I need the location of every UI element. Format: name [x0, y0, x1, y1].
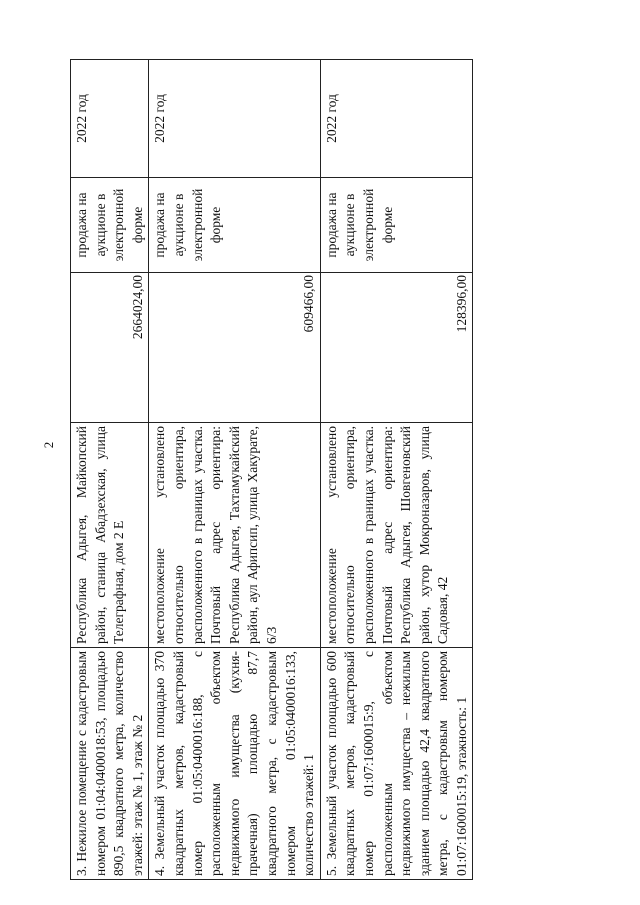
sale-method-cell: продажа на аукционе в электронной форме	[71, 178, 149, 273]
year-cell: 2022 год	[71, 60, 149, 178]
object-name-cell: 4. Земельный участок площадью 370 квадратных метров, кадастровый номер 01:05:0400016:188, с расположенным объектом недвижимого имущества (кухня-прачечная) площадью 87,7 квадратного метра, с кадастровым номером 01:05:0400016:133, количество этажей: 1	[149, 648, 320, 880]
price-cell: 609466,00	[149, 273, 320, 423]
page-number: 2	[41, 441, 56, 449]
object-name-cell: 5. Земельный участок площадью 600 квадратных метров, кадастровый номер 01:07:1600015:9, с расположенным объектом недвижимого имущества – нежилым зданием площадью 42,4 квадратного метра, с кадастровым номером 01:07:1600015:19, этажность: 1	[320, 648, 473, 880]
address-cell: местоположение установлено относительно ориентира, расположенного в границах участка. Почтовый адрес ориентира: Республика Адыгея, Тахтамукайский район, аул Афипсип, улица Хакурате, 6/3	[149, 423, 320, 648]
year-cell: 2022 год	[320, 60, 473, 178]
price-cell: 128396,00	[320, 273, 473, 423]
sale-method-cell: продажа на аукционе в электронной форме	[149, 178, 320, 273]
table-row	[71, 60, 149, 880]
year-cell: 2022 год	[149, 60, 320, 178]
price-cell: 2664024,00	[71, 273, 149, 423]
table-row	[149, 60, 320, 880]
property-table	[70, 59, 473, 880]
rotated-table-wrapper	[70, 60, 469, 880]
address-cell: местоположение установлено относительно ориентира, расположенного в границах участка. Почтовый адрес ориентира: Республика Адыгея, Шовгеновский район, хутор Мокроназаров, улица Садовая, 42	[320, 423, 473, 648]
object-name-cell: 3. Нежилое помещение с кадастровым номером 01:04:0400018:53, площадью 890,5 квадратного метра, количество этажей: этаж № 1, этаж № 2	[71, 648, 149, 880]
sale-method-cell: продажа на аукционе в электронной форме	[320, 178, 473, 273]
address-cell: Республика Адыгея, Майкопский район, станица Абадзехская, улица Телеграфная, дом 2 Е	[71, 423, 149, 648]
table-row	[320, 60, 473, 880]
